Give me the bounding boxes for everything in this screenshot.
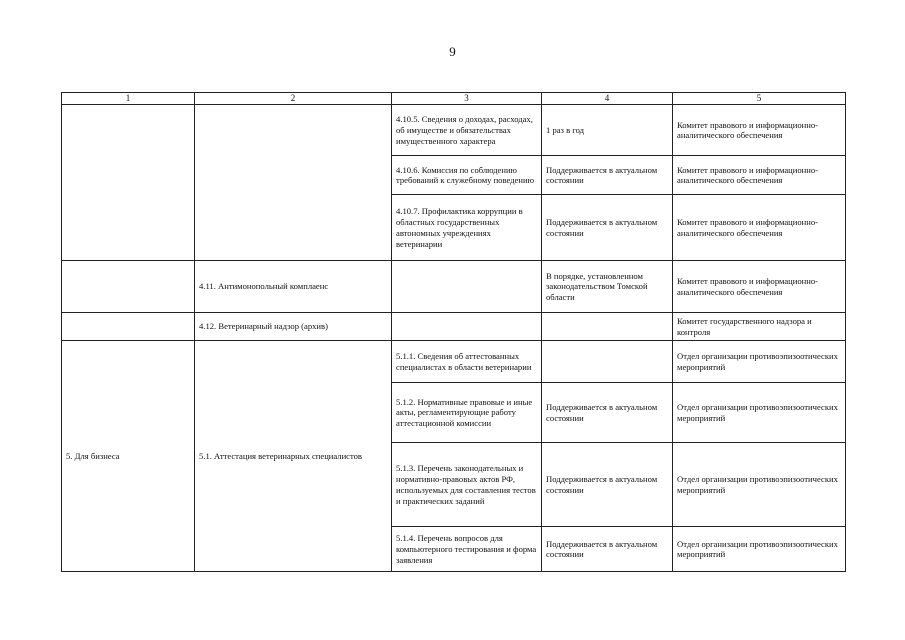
cell-frequency: Поддерживается в актуальном состоянии [542, 383, 673, 443]
document-table [61, 92, 846, 572]
cell-frequency: Поддерживается в актуальном состоянии [542, 443, 673, 527]
cell-responsible: Комитет правового и информационно-аналитического обеспечения [673, 105, 846, 156]
cell-item: 5.1.1. Сведения об аттестованных специалистах в области ветеринарии [392, 341, 542, 383]
table-row [62, 261, 846, 313]
cell-responsible: Комитет государственного надзора и контроля [673, 313, 846, 341]
cell-responsible: Отдел организации противоэпизоотических мероприятий [673, 527, 846, 572]
cell-item: 4.10.6. Комиссия по соблюдению требований к служебному поведению [392, 156, 542, 195]
cell-responsible: Отдел организации противоэпизоотических мероприятий [673, 443, 846, 527]
col-header-4: 4 [542, 93, 673, 105]
cell-responsible: Отдел организации противоэпизоотических мероприятий [673, 383, 846, 443]
cell-item: 4.10.5. Сведения о доходах, расходах, об имуществе и обязательствах имущественного характера [392, 105, 542, 156]
cell-responsible: Комитет правового и информационно-аналитического обеспечения [673, 261, 846, 313]
cell-item [392, 313, 542, 341]
cell-section: 5. Для бизнеса [62, 341, 195, 572]
cell-item: 4.10.7. Профилактика коррупции в областных государственных автономных учреждениях ветеринарии [392, 195, 542, 261]
cell-item: 5.1.2. Нормативные правовые и иные акты, регламентирующие работу аттестационной комиссии [392, 383, 542, 443]
cell-item: 5.1.4. Перечень вопросов для компьютерного тестирования и форма заявления [392, 527, 542, 572]
cell-frequency: Поддерживается в актуальном состоянии [542, 156, 673, 195]
col-header-5: 5 [673, 93, 846, 105]
col-header-2: 2 [195, 93, 392, 105]
col-header-3: 3 [392, 93, 542, 105]
cell-frequency: Поддерживается в актуальном состоянии [542, 195, 673, 261]
table-row [62, 105, 846, 156]
cell-subsection-empty [195, 105, 392, 261]
cell-frequency: Поддерживается в актуальном состоянии [542, 527, 673, 572]
cell-section-empty [62, 105, 195, 261]
cell-responsible: Комитет правового и информационно-аналитического обеспечения [673, 195, 846, 261]
table-row [62, 313, 846, 341]
cell-responsible: Отдел организации противоэпизоотических мероприятий [673, 341, 846, 383]
cell-frequency [542, 341, 673, 383]
cell-frequency [542, 313, 673, 341]
cell-section-empty [62, 313, 195, 341]
header-row [62, 93, 846, 105]
cell-frequency: 1 раз в год [542, 105, 673, 156]
table-row [62, 341, 846, 383]
cell-subsection: 4.11. Антимонопольный комплаенс [195, 261, 392, 313]
cell-responsible: Комитет правового и информационно-аналитического обеспечения [673, 156, 846, 195]
cell-item: 5.1.3. Перечень законодательных и нормативно-правовых актов РФ, используемых для составления тестов и практических заданий [392, 443, 542, 527]
cell-subsection: 4.12. Ветеринарный надзор (архив) [195, 313, 392, 341]
col-header-1: 1 [62, 93, 195, 105]
cell-section-empty [62, 261, 195, 313]
cell-item [392, 261, 542, 313]
page-number: 9 [449, 44, 456, 59]
cell-frequency: В порядке, установленном законодательством Томской области [542, 261, 673, 313]
cell-subsection: 5.1. Аттестация ветеринарных специалистов [195, 341, 392, 572]
